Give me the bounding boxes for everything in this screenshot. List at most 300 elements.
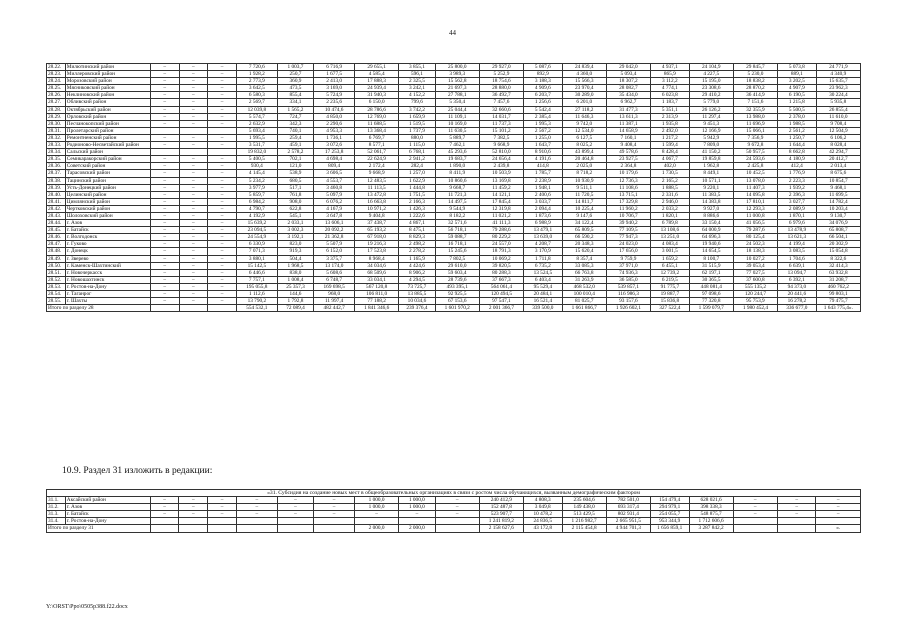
table-cell: 3 647,8 xyxy=(314,212,355,219)
total-cell: 1 926 602,1 xyxy=(606,305,650,312)
table-row xyxy=(47,177,861,184)
table-row xyxy=(47,291,861,298)
table-cell: – xyxy=(150,205,179,212)
table-cell: 2 385,4 xyxy=(524,113,563,120)
table-cell: – xyxy=(208,92,237,99)
table-cell: 20 412,7 xyxy=(816,156,860,163)
table-cell: – xyxy=(179,241,208,248)
table-cell: – xyxy=(150,511,179,518)
table-cell: – xyxy=(150,184,179,191)
table-cell: 5 351,1 xyxy=(651,106,690,113)
table-cell: – xyxy=(150,262,179,269)
table-cell: 77 027,5 xyxy=(733,269,777,276)
table-cell: 18 754,6 xyxy=(479,78,523,85)
table-cell: 2 569,7 xyxy=(236,99,277,106)
table-cell: 8 577,1 xyxy=(355,142,399,149)
table-cell: 23 970,4 xyxy=(562,85,606,92)
table-cell: 37 438,7 xyxy=(355,220,399,227)
table-cell: 28 082,7 xyxy=(606,85,650,92)
table-cell: – xyxy=(150,497,179,504)
table-cell: – xyxy=(208,205,237,212)
table-cell: 49 578,6 xyxy=(606,149,650,156)
table-cell: 11 720,5 xyxy=(562,191,606,198)
table-cell: 95 529,4 xyxy=(524,283,563,290)
table-cell: 29 042,0 xyxy=(606,64,650,71)
table-cell: 24 656,4 xyxy=(479,156,523,163)
table-cell: 11 387,1 xyxy=(606,120,650,127)
table-cell: – xyxy=(236,504,277,511)
table-cell: 473,5 xyxy=(277,85,313,92)
table-row xyxy=(47,220,861,227)
table-cell: 4 180,9 xyxy=(778,156,817,163)
table-cell: – xyxy=(150,276,179,283)
table-cell: 77 188,2 xyxy=(355,298,399,305)
table-cell: 28 786,6 xyxy=(355,106,399,113)
table-cell: 5 500,5 xyxy=(778,106,817,113)
table-row xyxy=(47,64,861,71)
row-name: Шолоховский район xyxy=(65,212,150,219)
table-cell: 28 870,2 xyxy=(733,85,777,92)
table-cell: 15 620,4 xyxy=(562,248,606,255)
table-cell: 1 962,8 xyxy=(689,163,733,170)
table-cell: – xyxy=(179,205,208,212)
table-cell: 1 255,0 xyxy=(524,134,563,141)
table-cell: 9 668,9 xyxy=(355,170,399,177)
row-name: Орловский район xyxy=(65,113,150,120)
table-cell: 14 095,8 xyxy=(733,191,777,198)
row-code: 28.26. xyxy=(47,92,66,99)
table-cell: – xyxy=(208,170,237,177)
row-code: 28.55. xyxy=(47,298,66,305)
row-code: 28.48. xyxy=(47,248,66,255)
table-cell: 564 061,4 xyxy=(479,283,523,290)
table-cell: 3 606,5 xyxy=(314,170,355,177)
table-cell: – xyxy=(236,497,277,504)
table-cell: 11 021,2 xyxy=(479,212,523,219)
table-cell: 31 263,9 xyxy=(562,276,606,283)
table-cell: – xyxy=(179,106,208,113)
table-cell: – xyxy=(208,99,237,106)
table-cell: 10 706,7 xyxy=(606,212,650,219)
table-cell: 513 429,5 xyxy=(562,511,606,518)
table-cell: 865,9 xyxy=(651,71,690,78)
table-cell: 9 668,9 xyxy=(479,142,523,149)
table-cell: 459,1 xyxy=(277,142,313,149)
table-cell: 6 150,0 xyxy=(355,99,399,106)
table-cell: 250,7 xyxy=(277,71,313,78)
table-cell: 889,1 xyxy=(778,71,817,78)
row-name: Аксайский район xyxy=(65,497,150,504)
total-cell xyxy=(208,525,237,532)
table-cell: 5 942,9 xyxy=(689,134,733,141)
table-cell: 6 190,5 xyxy=(778,92,817,99)
table-cell: 37 971,0 xyxy=(606,262,650,269)
row-code: 28.37. xyxy=(47,170,66,177)
table-cell: 14 782,4 xyxy=(816,198,860,205)
table-cell: – xyxy=(208,78,237,85)
table-cell: 855,4 xyxy=(277,92,313,99)
table-cell: – xyxy=(179,134,208,141)
table-caption-row xyxy=(47,490,861,497)
table-cell: 13 078,0 xyxy=(733,177,777,184)
table-cell: 4 152,2 xyxy=(399,92,435,99)
table-cell: 1 737,9 xyxy=(399,127,435,134)
row-code: 28.23. xyxy=(47,71,66,78)
table-cell: 523 907,7 xyxy=(479,511,523,518)
row-code: 28.51. xyxy=(47,269,66,276)
table-cell: 5 779,0 xyxy=(689,99,733,106)
table-cell: – xyxy=(179,163,208,170)
table-cell: 32 355,9 xyxy=(733,106,777,113)
table-cell: 16 663,8 xyxy=(355,198,399,205)
table-cell: 4 937,1 xyxy=(651,64,690,71)
row-code: 28.53. xyxy=(47,283,66,290)
table-cell: 65 809,5 xyxy=(562,227,606,234)
table-cell: 1 215,8 xyxy=(778,99,817,106)
table-cell: 24 836,5 xyxy=(523,518,562,525)
table-cell: – xyxy=(208,248,237,255)
table-cell: 2 941,2 xyxy=(399,156,435,163)
table-cell: 4 585,4 xyxy=(355,71,399,78)
table-cell: – xyxy=(179,220,208,227)
table-cell: – xyxy=(208,255,237,262)
table-cell: – xyxy=(208,191,237,198)
row-name: г. Батайск xyxy=(65,227,150,234)
table-cell: 13 790,2 xyxy=(236,298,277,305)
row-name: Сальский район xyxy=(65,149,150,156)
table-cell: 14 383,8 xyxy=(689,198,733,205)
table-cell: 17 329,8 xyxy=(606,198,650,205)
table-cell: 7 160,1 xyxy=(606,134,650,141)
table-cell: 1 890,0 xyxy=(435,163,479,170)
table-cell: – xyxy=(179,198,208,205)
table-cell: 504,4 xyxy=(277,255,313,262)
table-cell: 15 054,8 xyxy=(816,248,860,255)
table-cell: 16 718,1 xyxy=(435,241,479,248)
table-cell: 73 725,7 xyxy=(399,283,435,290)
table-cell: 13 885,5 xyxy=(399,291,435,298)
table-cell xyxy=(208,518,237,525)
table-cell: – xyxy=(733,511,777,518)
table-row xyxy=(47,149,861,156)
table-cell: 2 413,0 xyxy=(314,78,355,85)
table-cell: 282,4 xyxy=(399,163,435,170)
table-cell: 6 580,3 xyxy=(236,92,277,99)
table-cell: 2 425,8 xyxy=(733,163,777,170)
table-cell: – xyxy=(150,241,179,248)
table-cell: 65 808,7 xyxy=(816,227,860,234)
table-cell: 16 521,4 xyxy=(524,298,563,305)
table-cell: 680,5 xyxy=(277,177,313,184)
table-cell: 120 244,7 xyxy=(733,291,777,298)
table-cell: – xyxy=(435,504,479,511)
table-cell: – xyxy=(816,497,861,504)
table-cell: 8 886,6 xyxy=(689,212,733,219)
table-cell: 12 504,9 xyxy=(816,127,860,134)
table-cell: 1 000,0 xyxy=(355,504,399,511)
table-cell: 64 000,9 xyxy=(689,227,733,234)
table-cell: 1 888,5 xyxy=(651,184,690,191)
table-cell: 33 085,3 xyxy=(562,262,606,269)
table-cell: 19 216,3 xyxy=(355,241,399,248)
table-cell: – xyxy=(150,198,179,205)
row-code: 28.36. xyxy=(47,163,66,170)
table-cell: 14 654,5 xyxy=(689,248,733,255)
table-cell: 13 174,0 xyxy=(314,262,355,269)
table-cell: – xyxy=(150,120,179,127)
total-cell: 336 677,0 xyxy=(778,305,817,312)
table-row xyxy=(47,518,861,525)
table-cell: 1 643,7 xyxy=(524,142,563,149)
table-cell xyxy=(435,518,479,525)
table-cell: – xyxy=(208,227,237,234)
table-cell: 1 257,0 xyxy=(399,170,435,177)
table-cell: 4 808,3 xyxy=(523,497,562,504)
table-cell: 4 867,1 xyxy=(399,220,435,227)
table-cell: – xyxy=(435,497,479,504)
table-cell: 6 639,1 xyxy=(778,262,817,269)
table-row xyxy=(47,497,861,504)
table-cell: – xyxy=(355,511,399,518)
table-cell: 99 803,1 xyxy=(816,291,860,298)
table-cell: 15 836,8 xyxy=(651,298,690,305)
table-cell: 567 120,8 xyxy=(355,283,399,290)
table-cell: 97 098,6 xyxy=(689,291,733,298)
table-cell: – xyxy=(208,262,237,269)
row-name: г. Новошахтинск xyxy=(65,276,150,283)
table-cell: 24 771,9 xyxy=(816,64,860,71)
table-cell: 6 403,4 xyxy=(524,276,563,283)
table-cell: 1 659,2 xyxy=(651,255,690,262)
table-cell: 3 742,2 xyxy=(399,106,435,113)
table-cell: – xyxy=(150,177,179,184)
table-cell: 10 860,6 xyxy=(435,177,479,184)
total-row xyxy=(47,305,861,312)
table-cell: 149 438,0 xyxy=(562,504,606,511)
table-row xyxy=(47,262,861,269)
table-cell: 4 953,3 xyxy=(314,127,355,134)
table-cell: 39 940,2 xyxy=(606,220,650,227)
table-cell: 468 532,0 xyxy=(562,283,606,290)
total-cell xyxy=(179,305,208,312)
table-cell: 1 000,0 xyxy=(399,497,435,504)
table-cell: – xyxy=(208,156,237,163)
table-cell: 59 603,4 xyxy=(435,269,479,276)
table-cell: – xyxy=(150,134,179,141)
table-cell xyxy=(314,518,355,525)
table-cell: 18 138,3 xyxy=(733,248,777,255)
table-row xyxy=(47,269,861,276)
table-cell: 13 108,6 xyxy=(651,227,690,234)
row-name: г. Таганрог xyxy=(65,291,150,298)
table-cell: 1 792,8 xyxy=(277,298,313,305)
table-cell: – xyxy=(150,220,179,227)
table-cell: 402,0 xyxy=(651,163,690,170)
table-cell: 3 083,5 xyxy=(778,248,817,255)
table-cell: 12 293,3 xyxy=(733,205,777,212)
table-cell: 9 511,1 xyxy=(562,184,606,191)
row-name: Мясниковский район xyxy=(65,85,150,92)
table-cell: 596,1 xyxy=(399,71,435,78)
table-cell: 29 610,0 xyxy=(435,262,479,269)
table-cell: 79 475,7 xyxy=(816,298,860,305)
table-cell: 80 288,3 xyxy=(479,269,523,276)
table-cell: 12 534,0 xyxy=(562,127,606,134)
row-code: 28.32. xyxy=(47,134,66,141)
table-cell: 6 789,8 xyxy=(651,220,690,227)
table-cell: 62 197,1 xyxy=(689,269,733,276)
table-cell: – xyxy=(208,220,237,227)
table-cell: 19 832,0 xyxy=(236,149,277,156)
table-cell: 18 307,2 xyxy=(606,78,650,85)
table-cell: – xyxy=(150,191,179,198)
table-cell: 342,3 xyxy=(277,120,313,127)
table-cell: 26 855,4 xyxy=(816,106,860,113)
section-28-table xyxy=(46,63,861,312)
table-cell: 493 395,1 xyxy=(435,283,479,290)
table-row xyxy=(47,298,861,305)
table-cell: 11 688,5 xyxy=(355,120,399,127)
table-cell: 21 697,3 xyxy=(435,85,479,92)
table-row xyxy=(47,184,861,191)
table-cell: – xyxy=(179,71,208,78)
row-code: 31.1. xyxy=(47,497,66,504)
table-cell: 95 753,9 xyxy=(733,298,777,305)
table-cell: 17 888,3 xyxy=(355,78,399,85)
table-cell: 13 606,1 xyxy=(314,220,355,227)
row-code: 28.25. xyxy=(47,85,66,92)
row-name: Цимлянский район xyxy=(65,198,150,205)
table-cell: – xyxy=(208,241,237,248)
table-cell: – xyxy=(208,64,237,71)
table-cell: 919,3 xyxy=(277,248,313,255)
table-cell: 2 325,5 xyxy=(399,78,435,85)
table-cell: 80 125,4 xyxy=(733,234,777,241)
table-cell: 6 152,0 xyxy=(314,248,355,255)
table-cell: 11 997,4 xyxy=(314,298,355,305)
table-cell: 169 698,5 xyxy=(314,283,355,290)
row-name: г. Новочеркасск xyxy=(65,269,150,276)
table-cell: 10 203,4 xyxy=(816,205,860,212)
table-cell: 8 100,7 xyxy=(689,255,733,262)
table-cell: 1 659,9 xyxy=(399,113,435,120)
table-cell: – xyxy=(179,497,208,504)
table-cell: 3 169,0 xyxy=(314,85,355,92)
table-cell: 34 076,9 xyxy=(816,220,860,227)
table-cell: – xyxy=(277,497,313,504)
table-cell: 67 153,6 xyxy=(435,298,479,305)
table-cell: – xyxy=(399,511,435,518)
table-cell: 259,4 xyxy=(277,134,313,141)
table-cell: – xyxy=(179,99,208,106)
table-cell: 93 157,6 xyxy=(606,298,650,305)
table-cell: 5 093,4 xyxy=(606,71,650,78)
table-cell: 4 191,6 xyxy=(524,156,563,163)
table-cell: 20 464,8 xyxy=(562,156,606,163)
table-cell: 17 810,1 xyxy=(733,198,777,205)
table-cell: 3 033,7 xyxy=(524,198,563,205)
table-row xyxy=(47,191,861,198)
table-cell: – xyxy=(150,212,179,219)
table-cell: 6 106,2 xyxy=(816,134,860,141)
table-cell: 3 002,3 xyxy=(277,227,313,234)
table-cell: 74 936,3 xyxy=(606,269,650,276)
table-cell: 24 557,0 xyxy=(479,241,523,248)
table-cell: 6 716,9 xyxy=(314,64,355,71)
row-code: 28.22. xyxy=(47,64,66,71)
table-cell: 517,1 xyxy=(277,184,313,191)
table-cell: 2 238,9 xyxy=(524,177,563,184)
table-cell: 3 049,8 xyxy=(523,504,562,511)
table-cell: 1 000,0 xyxy=(399,504,435,511)
row-code: 28.52. xyxy=(47,276,66,283)
row-name: Тарасовский район xyxy=(65,170,150,177)
table-cell: 545,1 xyxy=(277,212,313,219)
row-code: 28.34. xyxy=(47,149,66,156)
row-code: 31.4. xyxy=(47,518,66,525)
table-cell: – xyxy=(733,504,777,511)
table-cell: 29 845,7 xyxy=(733,64,777,71)
table-cell: 20 484,1 xyxy=(524,291,563,298)
total-cell: 1 643 775,4». xyxy=(816,305,860,312)
table-cell: – xyxy=(150,106,179,113)
table-cell: 22 624,9 xyxy=(355,156,399,163)
table-cell: 1 565,2 xyxy=(277,106,313,113)
table-cell: 2 094,4 xyxy=(524,205,563,212)
table-cell xyxy=(179,518,208,525)
table-cell: 1 183,7 xyxy=(651,99,690,106)
table-cell: – xyxy=(208,504,237,511)
table-cell: – xyxy=(179,262,208,269)
table-cell: 81 025,7 xyxy=(562,298,606,305)
total-cell: 2 001 366,7 xyxy=(479,305,523,312)
total-cell: 239 376,4 xyxy=(399,305,435,312)
section-31-table xyxy=(46,489,861,533)
table-cell: 17 845,4 xyxy=(479,198,523,205)
table-cell: – xyxy=(179,248,208,255)
table-row xyxy=(47,205,861,212)
table-cell: 6 768,1 xyxy=(399,149,435,156)
table-cell: 334,1 xyxy=(277,99,313,106)
table-cell: 10 571,1 xyxy=(689,177,733,184)
row-name: г. Гуково xyxy=(65,241,150,248)
table-cell: 294 979,1 xyxy=(650,504,689,511)
table-cell: 2 223,3 xyxy=(778,177,817,184)
table-cell: 8 357,4 xyxy=(562,255,606,262)
table-cell: – xyxy=(208,106,237,113)
table-cell: – xyxy=(236,511,277,518)
table-cell: 8 428,4 xyxy=(651,149,690,156)
total-cell: 482 442,7 xyxy=(314,305,355,312)
table-cell xyxy=(733,518,777,525)
table-cell: 6 769,7 xyxy=(355,134,399,141)
table-cell: 1 256,6 xyxy=(524,99,563,106)
table-cell: 11 000,8 xyxy=(733,212,777,219)
table-cell: – xyxy=(208,497,237,504)
row-name: Пролетарский район xyxy=(65,127,150,134)
row-code: 28.30. xyxy=(47,120,66,127)
table-cell: 14 811,7 xyxy=(562,198,606,205)
table-cell: 9 220,1 xyxy=(689,184,733,191)
table-cell: 3 112,2 xyxy=(651,78,690,85)
table-cell: 13 169,8 xyxy=(479,177,523,184)
table-cell: 13 472,8 xyxy=(355,191,399,198)
table-cell: 809,4 xyxy=(314,163,355,170)
table-cell: 838,0 xyxy=(277,269,313,276)
total-label: Итого по разделу 31 xyxy=(47,525,151,532)
table-cell: 21 362,8 xyxy=(314,234,355,241)
table-cell: – xyxy=(314,504,355,511)
